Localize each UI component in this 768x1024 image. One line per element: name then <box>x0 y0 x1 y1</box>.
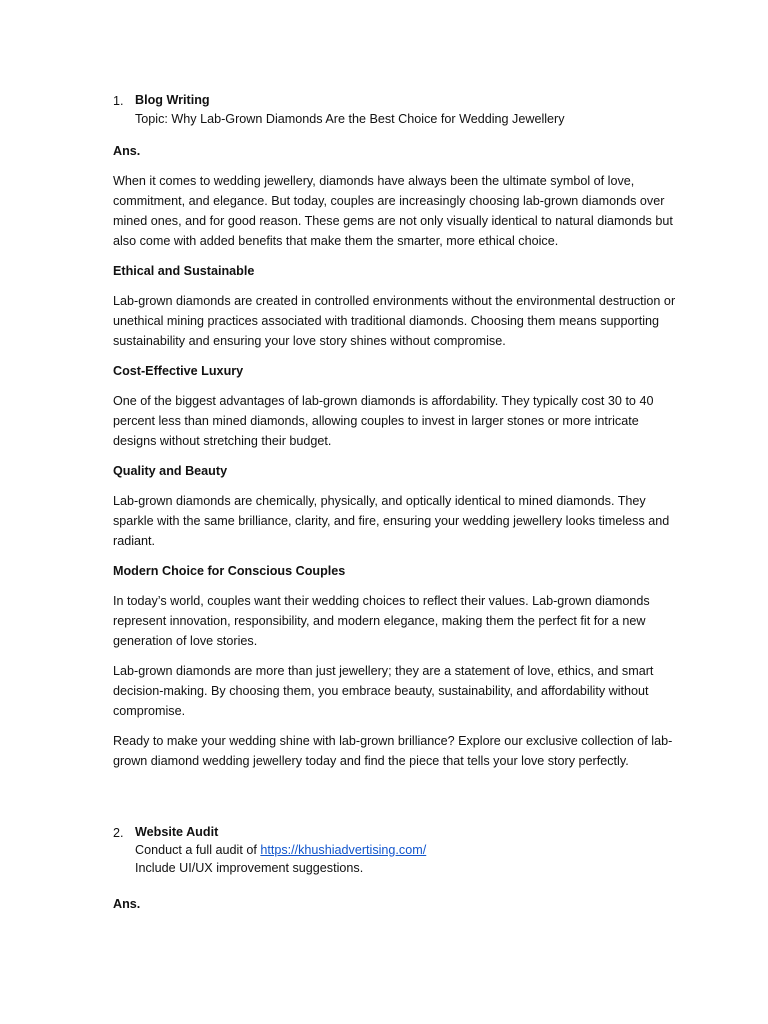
section-body-quality: Lab-grown diamonds are chemically, physically, and optically identical to mined diamonds. They sparkle with the same brilliance, clarity, and fire, ensuring your wedding jewellery looks timeless and radiant. <box>113 494 670 548</box>
audit-instruction <box>135 841 701 859</box>
section-body-modern: In today’s world, couples want their wedding choices to reflect their values. Lab-grown diamonds represent innovation, responsibility, and modern elegance, making them the perfect fit for a new generation of love stories. <box>113 594 650 648</box>
list-item-website-audit <box>113 823 701 877</box>
list-item-blog-writing <box>113 91 679 129</box>
website-link[interactable]: https://khushiadvertising.com/ <box>260 843 427 857</box>
section-heading-quality: Quality and Beauty <box>113 464 228 478</box>
section-heading-cost: Cost-Effective Luxury <box>113 364 244 378</box>
section-heading-ethical: Ethical and Sustainable <box>113 264 255 278</box>
document-body <box>113 91 679 771</box>
list-number: 1. <box>113 94 124 108</box>
section-body-cost: One of the biggest advantages of lab-grown diamonds is affordability. They typically cost 30 to 40 percent less than mined diamonds, allowing couples to invest in larger stones or more intricate designs without stretching their budget. <box>113 394 654 448</box>
list-number: 2. <box>113 826 124 840</box>
intro-paragraph: When it comes to wedding jewellery, diamonds have always been the ultimate symbol of love, commitment, and elegance. But today, couples are increasingly choosing lab-grown diamonds over mined ones, and for good reason. These gems are not only visually identical to natural diamonds but also come with added benefits that make them the smarter, more ethical choice. <box>113 174 673 248</box>
section-body-ethical: Lab-grown diamonds are created in controlled environments without the environmental destruction or unethical mining practices associated with traditional diamonds. Choosing them means supporting sustainability and ensuring your love story shines without compromise. <box>113 294 676 348</box>
audit-requirement: Include UI/UX improvement suggestions. <box>135 861 364 875</box>
item-title: Blog Writing <box>135 93 210 107</box>
answer-label: Ans. <box>113 144 141 158</box>
item-topic: Topic: Why Lab-Grown Diamonds Are the Best Choice for Wedding Jewellery <box>135 112 565 126</box>
section-heading-modern: Modern Choice for Conscious Couples <box>113 564 346 578</box>
answer-label-2: Ans. <box>113 897 141 911</box>
audit-instruction-prefix: Conduct a full audit of <box>135 843 261 857</box>
cta-paragraph: Ready to make your wedding shine with lab-grown brilliance? Explore our exclusive collection of lab-grown diamond wedding jewellery today and find the piece that tells your love story perfectly. <box>113 734 673 768</box>
conclusion-paragraph: Lab-grown diamonds are more than just jewellery; they are a statement of love, ethics, and smart decision-making. By choosing them, you embrace beauty, sustainability, and affordability without compromise. <box>113 664 654 718</box>
item-title: Website Audit <box>135 825 219 839</box>
